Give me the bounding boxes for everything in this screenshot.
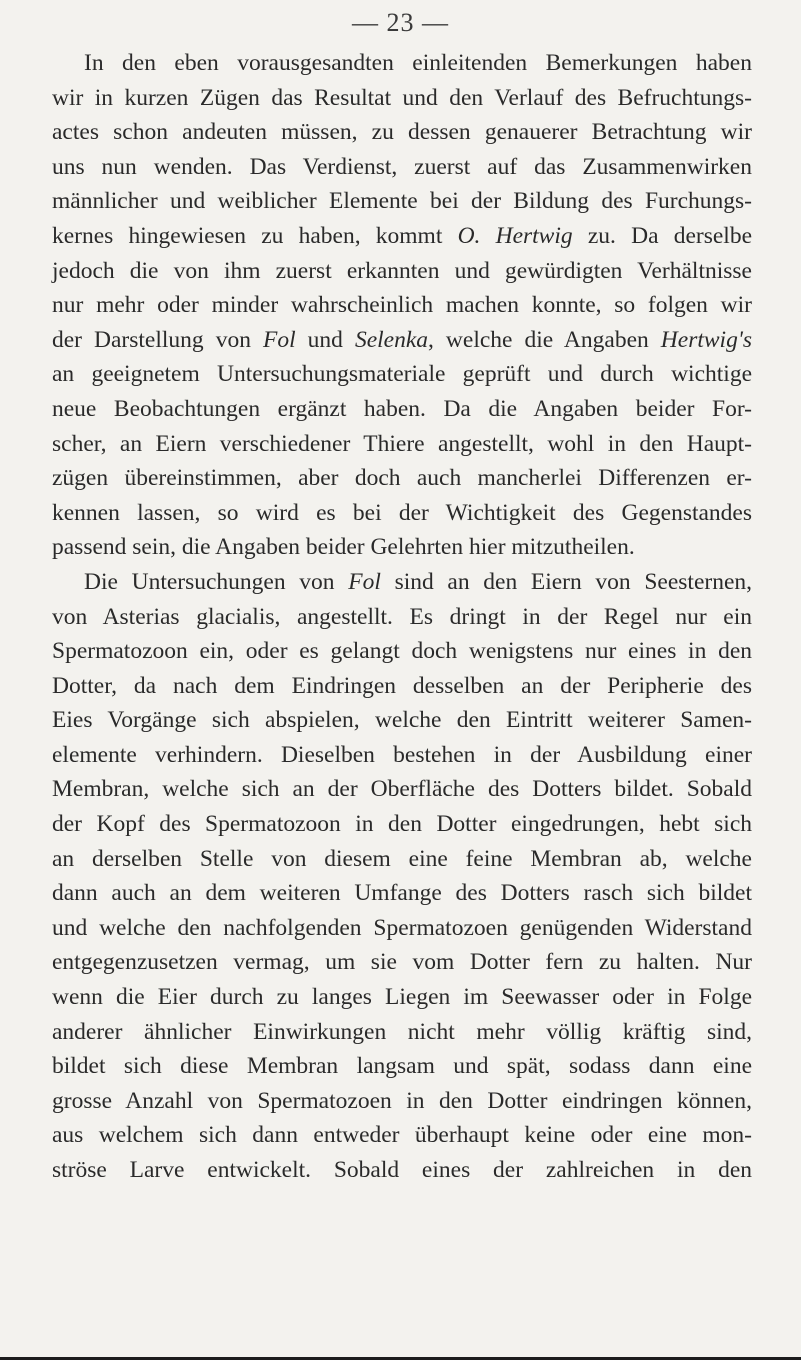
text-line-10: an geeignetem Untersuchungsmateriale geprüft und durch wichtige — [52, 361, 752, 388]
text-line-1: In den eben vorausgesandten einleitenden Bemerkungen haben — [84, 50, 752, 76]
text-line-11: neue Beobachtungen ergänzt haben. Da die Angaben beider For- — [52, 395, 752, 422]
text-line-20: Eies Vorgänge sich abspielen, welche den Eintritt weiterer Samen- — [52, 707, 752, 734]
text-line-32: aus welchem sich dann entweder überhaupt keine oder eine mon- — [52, 1122, 752, 1149]
text-line-6 — [52, 219, 752, 254]
author-name-fol: Fol — [262, 326, 296, 353]
text-line-12: scher, an Eiern verschiedener Thiere angestellt, wohl in den Haupt- — [52, 430, 752, 457]
author-name-hertwig-2: Hertwig — [660, 326, 738, 353]
text-line-26: und welche den nachfolgenden Spermatozoen genügenden Widerstand — [52, 914, 752, 941]
text-line-21: elemente verhindern. Dieselben bestehen in der Ausbildung einer — [52, 741, 752, 768]
text-line-4: uns nun wenden. Das Verdienst, zuerst auf das Zusammenwirken — [52, 153, 752, 180]
text-line-15: passend sein, die Angaben beider Gelehrten hier mitzutheilen. — [52, 534, 635, 561]
text-line-7: jedoch die von ihm zuerst erkannten und gewürdigten Verhältnisse — [52, 257, 752, 284]
text-line-14: kennen lassen, so wird es bei der Wichtigkeit des Gegenstandes — [52, 499, 752, 526]
text-line-17: von Asterias glacialis, angestellt. Es dringt in der Regel nur ein — [52, 603, 752, 630]
text-line-27: entgegenzusetzen vermag, um sie vom Dotter fern zu halten. Nur — [52, 949, 752, 976]
author-name-hertwig: O. Hertwig — [457, 222, 573, 249]
text-line-8: nur mehr oder minder wahrscheinlich machen konnte, so folgen wir — [52, 292, 752, 319]
author-name-selenka: Selenka — [354, 326, 429, 353]
text-line-9-and: und — [307, 326, 343, 353]
text-line-9-start: der Darstellung von — [52, 326, 251, 353]
text-line-9 — [52, 323, 752, 358]
text-line-5: männlicher und weiblicher Elemente bei der Bildung des Furchungs- — [52, 188, 752, 215]
author-name-hertwig-possessive — [661, 327, 752, 353]
possessive-suffix: 's — [737, 326, 752, 353]
text-line-22: Membran, welche sich an der Oberfläche des Dotters bildet. Sobald — [52, 776, 752, 803]
text-line-9-middle: , welche die Angaben — [428, 326, 649, 353]
text-line-13: zügen übereinstimmen, aber doch auch mancherlei Differenzen er- — [52, 465, 752, 492]
text-line-29: anderer ähnlicher Einwirkungen nicht mehr völlig kräftig sind, — [52, 1018, 752, 1045]
text-line-25: dann auch an dem weiteren Umfange des Dotters rasch sich bildet — [52, 880, 752, 907]
text-line-16-start: Die Untersuchungen von — [84, 568, 335, 595]
text-line-3: actes schon andeuten müssen, zu dessen genauerer Betrachtung wir — [52, 119, 752, 146]
author-name-fol-2: Fol — [348, 568, 381, 595]
text-line-30: bildet sich diese Membran langsam und spät, sodass dann eine — [52, 1053, 752, 1080]
text-line-19: Dotter, da nach dem Eindringen desselben an der Peripherie des — [52, 672, 752, 699]
text-line-6-start: kernes hingewiesen zu haben, kommt — [52, 222, 443, 249]
body-text — [52, 46, 752, 1188]
text-line-16 — [52, 565, 752, 600]
text-line-6-end: zu. Da derselbe — [587, 222, 752, 249]
text-line-2: wir in kurzen Zügen das Resultat und den Verlauf des Befruchtungs- — [52, 84, 752, 111]
text-line-28: wenn die Eier durch zu langes Liegen im Seewasser oder in Folge — [52, 984, 752, 1011]
page-number: — 23 — — [352, 8, 449, 37]
text-line-24: an derselben Stelle von diesem eine feine Membran ab, welche — [52, 845, 752, 872]
text-line-33: ströse Larve entwickelt. Sobald eines der zahlreichen in den — [52, 1157, 752, 1183]
text-line-18: Spermatozoon ein, oder es gelangt doch wenigstens nur eines in den — [52, 638, 752, 665]
text-line-23: der Kopf des Spermatozoon in den Dotter eingedrungen, hebt sich — [52, 811, 752, 838]
text-line-16-end: sind an den Eiern von Seesternen, — [394, 568, 753, 595]
text-line-31: grosse Anzahl von Spermatozoen in den Dotter eindringen können, — [52, 1087, 752, 1114]
